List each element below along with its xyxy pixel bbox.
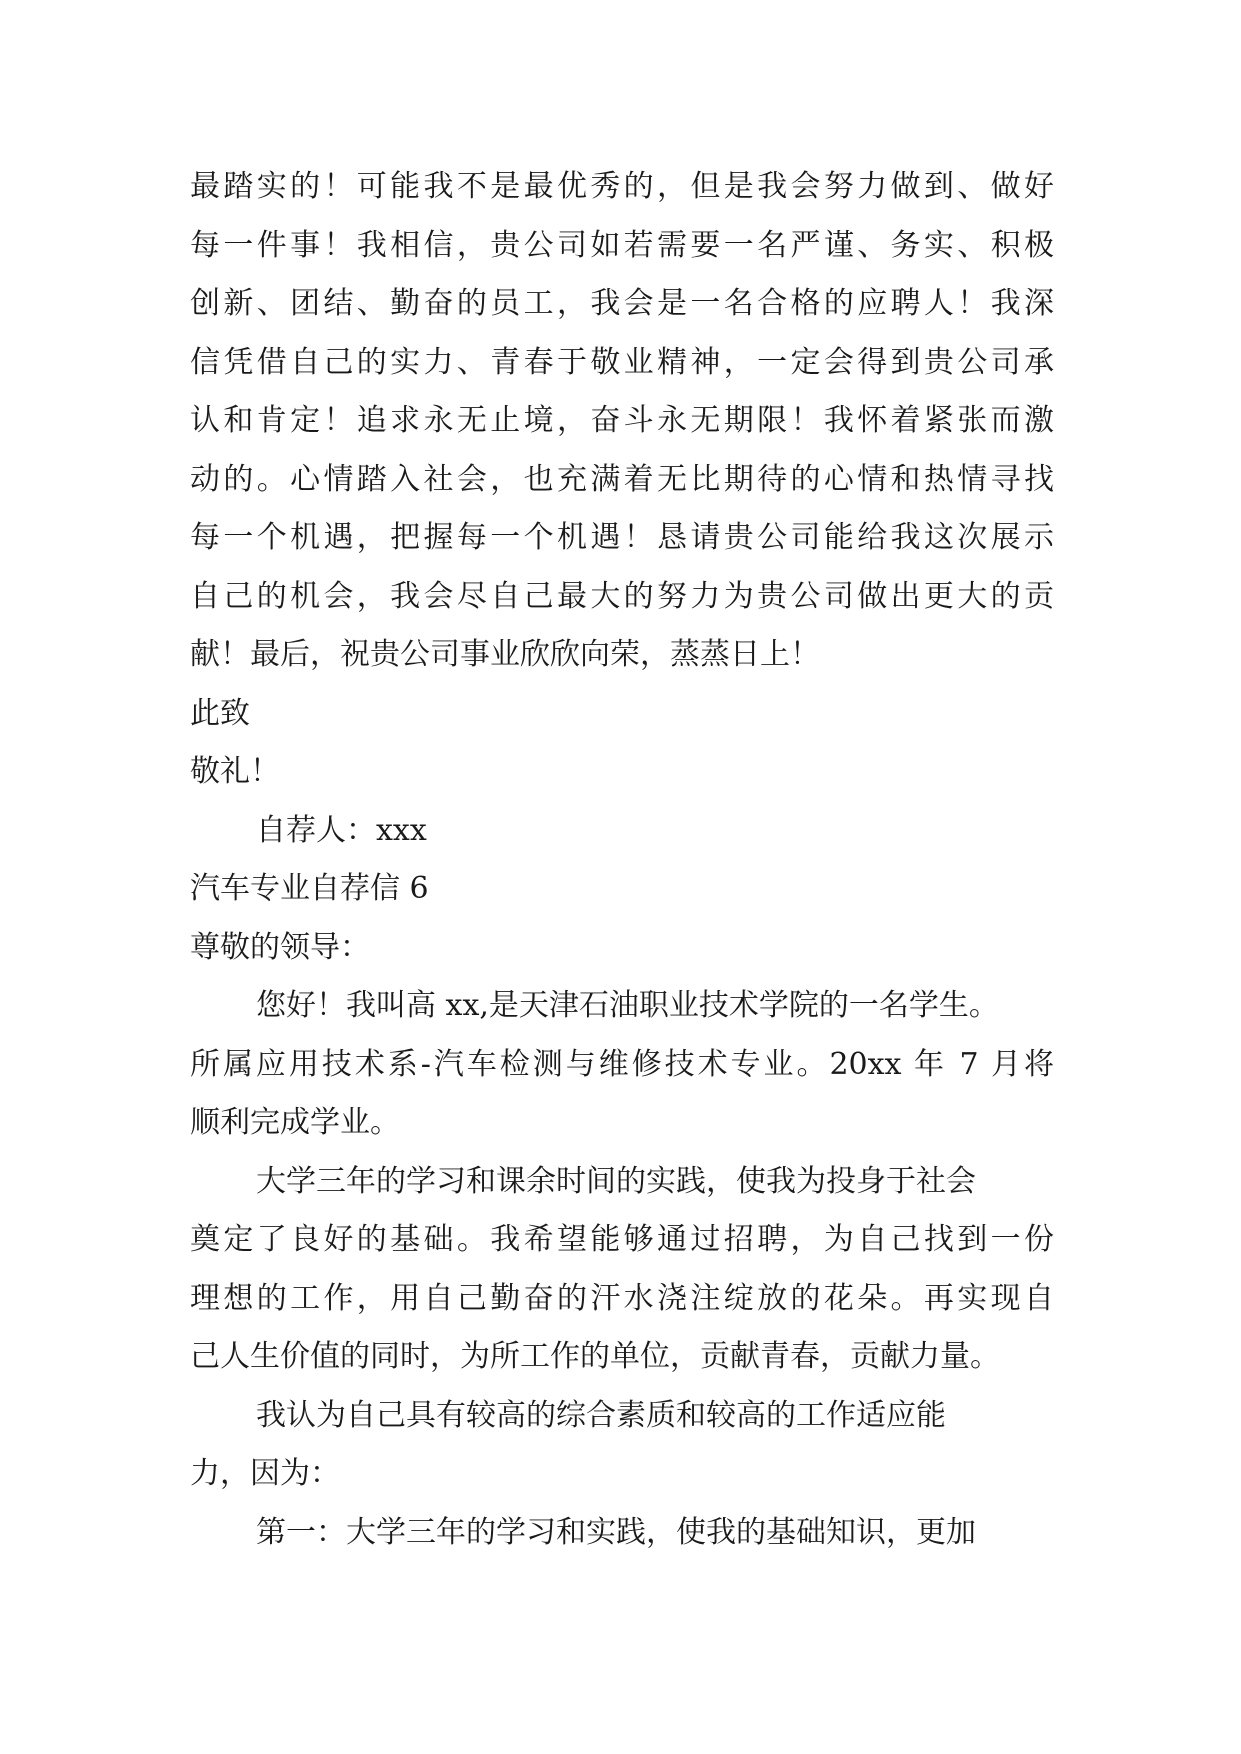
body-line: 第一：大学三年的学习和实践，使我的基础知识，更加 [256,1514,976,1550]
body-line: 每一个机遇，把握每一个机遇！恳请贵公司能给我这次展示 [190,520,1054,555]
body-line: 大学三年的学习和课余时间的实践，使我为投身于社会 [256,1163,976,1199]
greeting: 尊敬的领导： [190,929,370,965]
closing-salutation: 此致 [190,695,250,731]
body-line: 最踏实的！可能我不是最优秀的，但是我会努力做到、做好 [190,169,1054,204]
body-line: 每一件事！我相信，贵公司如若需要一名严谨、务实、积极 [190,227,1054,263]
body-line: 自己的机会，我会尽自己最大的努力为贵公司做出更大的贡 [190,578,1054,614]
body-line: 己人生价值的同时，为所工作的单位，贡献青春，贡献力量。 [190,1339,1000,1374]
letter-body [190,158,1054,1562]
section-title: 汽车专业自荐信 6 [190,871,429,906]
body-line: 奠定了良好的基础。我希望能够通过招聘，为自己找到一份 [190,1222,1054,1257]
body-line: 理想的工作，用自己勤奋的汗水浇注绽放的花朵。再实现自 [190,1280,1054,1316]
body-line: 顺利完成学业。 [190,1105,400,1140]
body-line: 您好！我叫高 xx,是天津石油职业技术学院的一名学生。 [256,988,999,1023]
body-line: 创新、团结、勤奋的员工，我会是一名合格的应聘人！我深 [190,286,1054,321]
body-line: 献！最后，祝贵公司事业欣欣向荣，蒸蒸日上！ [190,637,820,672]
body-line: 信凭借自己的实力、青春于敬业精神，一定会得到贵公司承 [190,344,1054,380]
body-line: 动的。心情踏入社会，也充满着无比期待的心情和热情寻找 [190,461,1054,497]
body-line: 所属应用技术系-汽车检测与维修技术专业。20xx 年 7 月将 [190,1046,1054,1082]
body-line: 力，因为： [190,1456,340,1491]
closing-regards: 敬礼！ [190,754,280,789]
body-line: 认和肯定！追求永无止境，奋斗永无期限！我怀着紧张而激 [190,403,1054,438]
signature-line: 自荐人：xxx [256,812,427,848]
body-line: 我认为自己具有较高的综合素质和较高的工作适应能 [256,1397,946,1433]
